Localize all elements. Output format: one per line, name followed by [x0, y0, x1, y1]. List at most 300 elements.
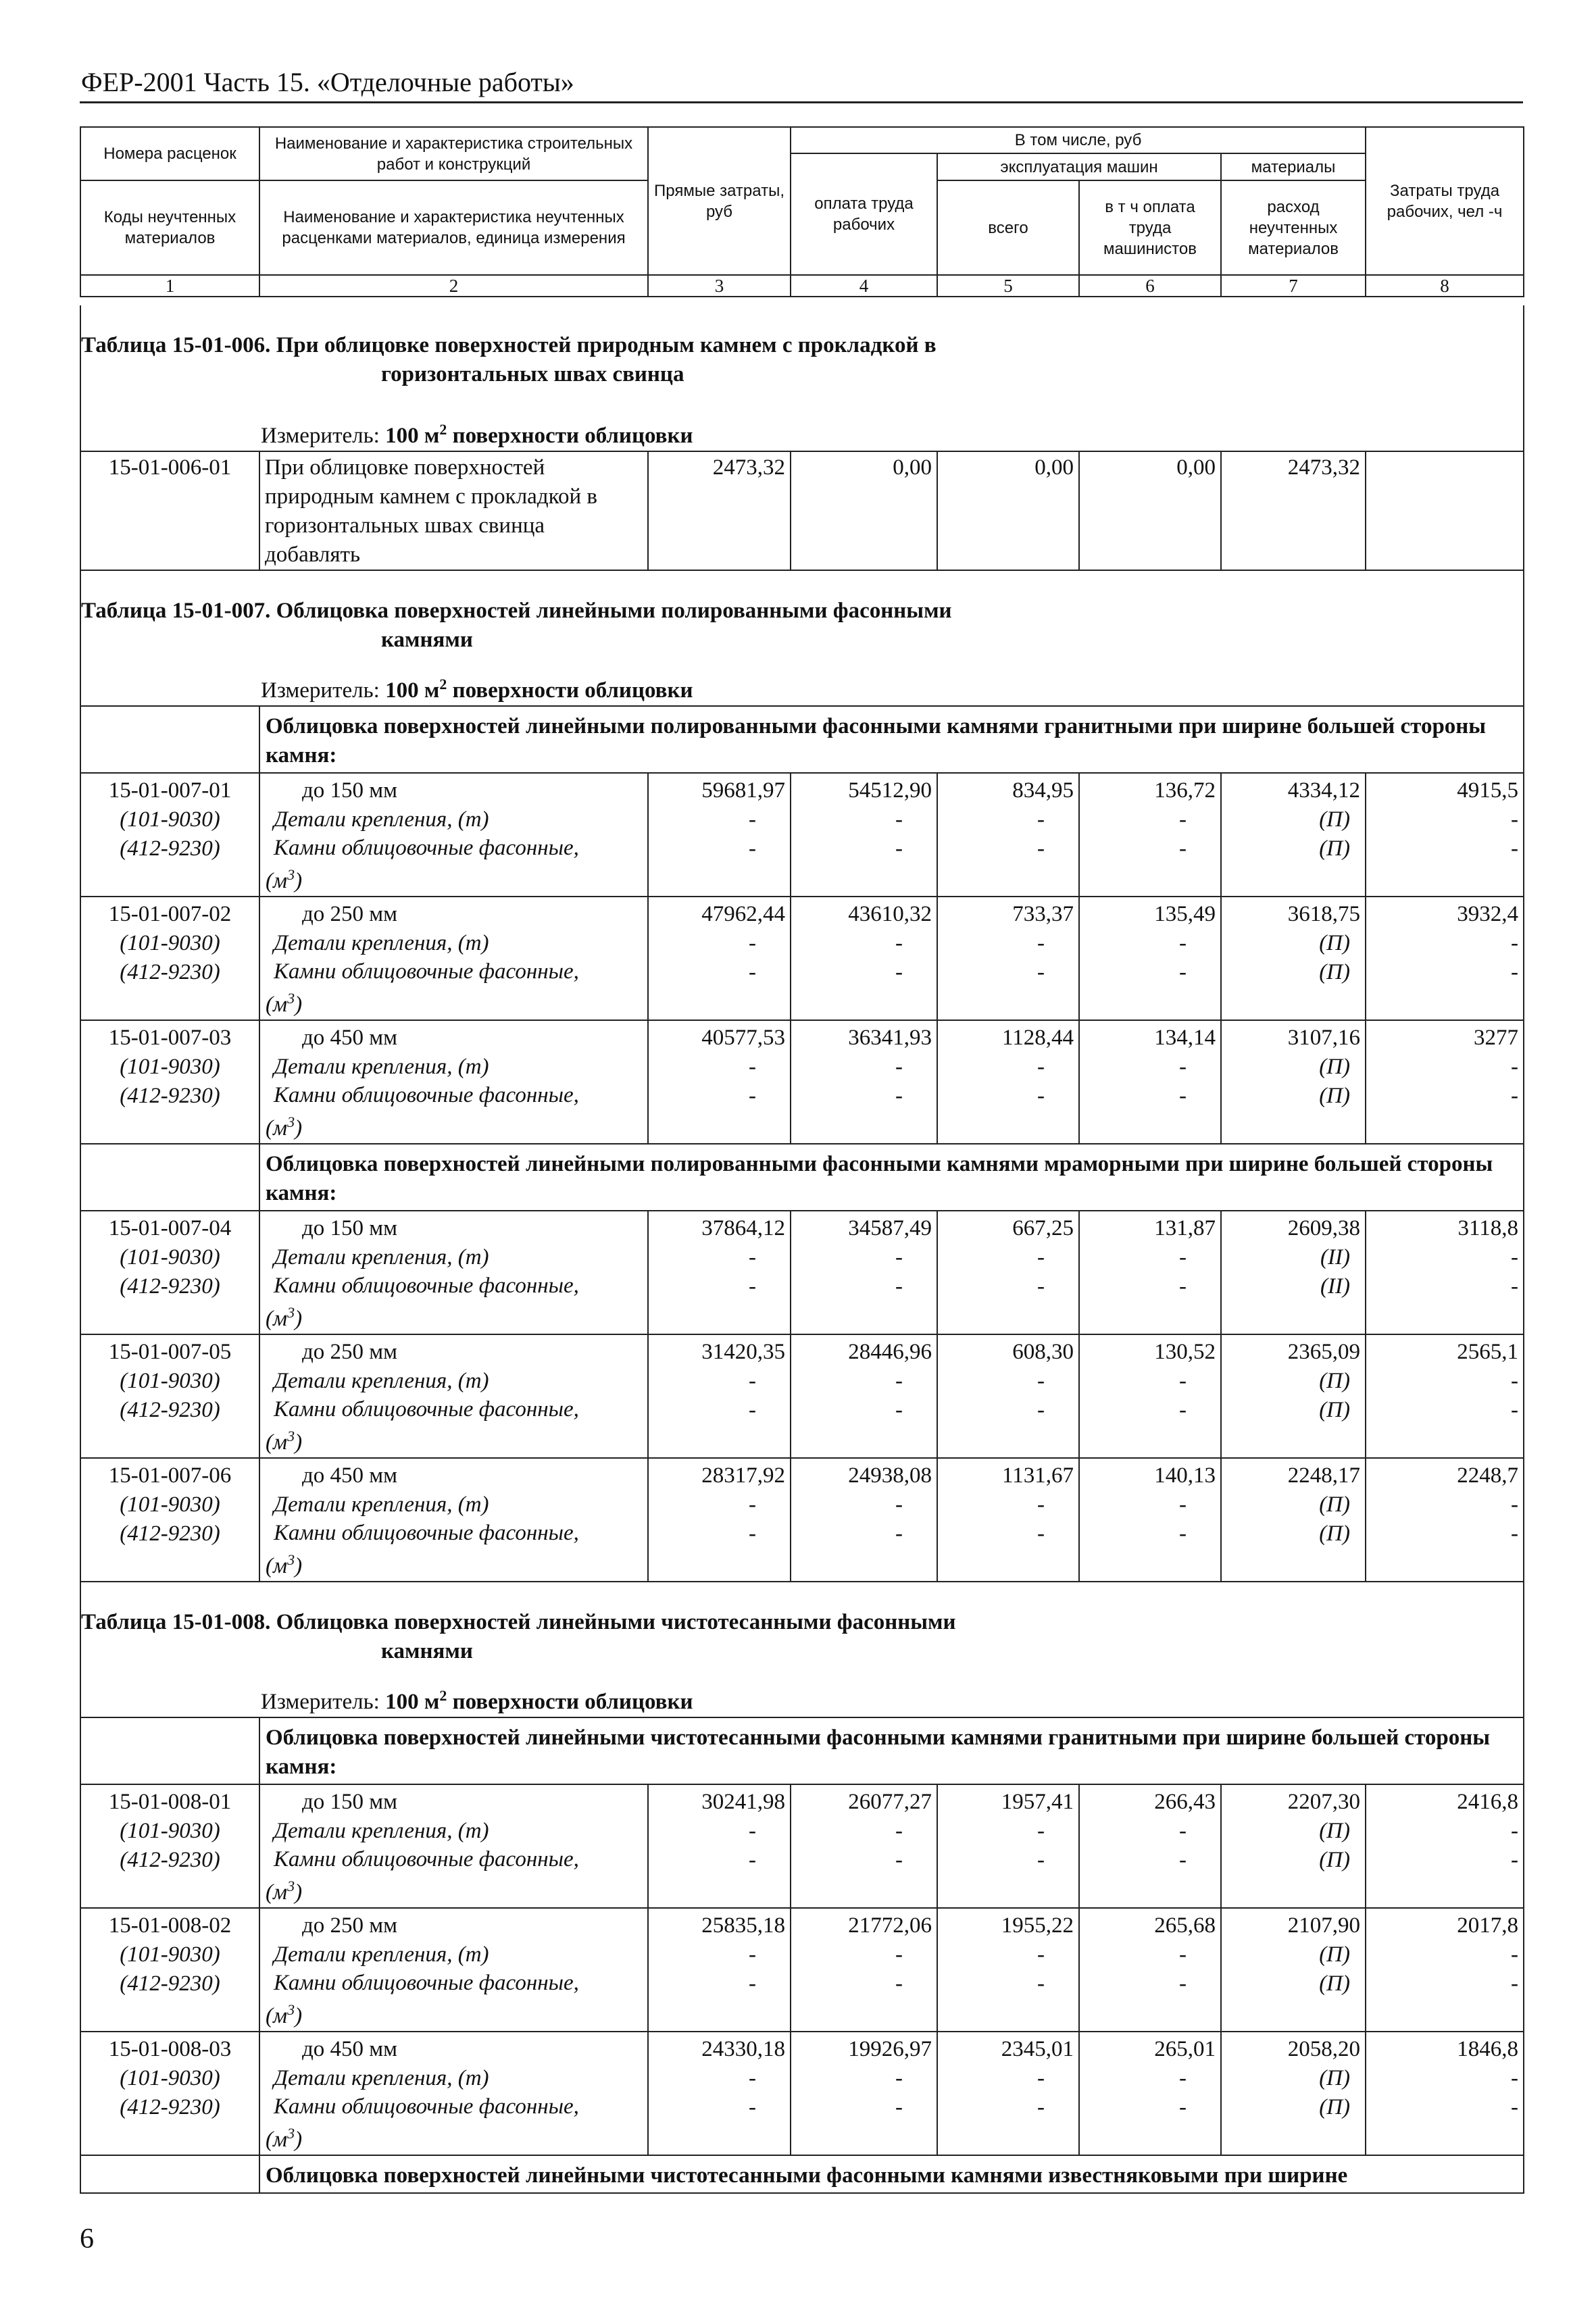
- rate-workers: 2565,1: [1366, 1334, 1524, 1367]
- empty-value: -: [937, 929, 1079, 958]
- rate-drivers: 266,43: [1079, 1784, 1221, 1817]
- rate-direct: 47962,44: [648, 897, 791, 929]
- empty-value: -: [791, 1519, 937, 1582]
- table-title-cont: камнями: [381, 628, 473, 652]
- col-name-header: Наименование и характеристика строительных работ и конструкций: [259, 127, 648, 180]
- empty-value: -: [937, 1969, 1079, 2032]
- material-name-text: Камни облицовочные фасонные,: [274, 1083, 579, 1107]
- empty-value: -: [1079, 2064, 1221, 2093]
- empty-value: -: [1366, 2064, 1524, 2093]
- rate-workers: 1846,8: [1366, 2032, 1524, 2064]
- empty-value: -: [937, 1817, 1079, 1846]
- material-unit: (м: [266, 1116, 288, 1140]
- material-name: Детали крепления, (т): [259, 1243, 648, 1272]
- material-consumption: (П): [1221, 834, 1366, 897]
- rate-direct: 28317,92: [648, 1458, 791, 1490]
- empty-value: -: [791, 1243, 937, 1272]
- material-code: (101-9030): [120, 1369, 220, 1393]
- rate-drivers: 134,14: [1079, 1020, 1221, 1053]
- measure-rest: поверхности облицовки: [452, 678, 693, 703]
- material-name: [259, 1272, 648, 1334]
- material-row: [80, 1940, 1524, 1969]
- rate-materials: 3107,16: [1221, 1020, 1366, 1053]
- material-row: [80, 958, 1524, 1020]
- material-row: [80, 2093, 1524, 2155]
- rate-workers: 4915,5: [1366, 773, 1524, 805]
- rate-drivers: 0,00: [1079, 451, 1221, 570]
- rate-materials: 2365,09: [1221, 1334, 1366, 1367]
- rate-code: 15-01-008-01: [108, 1790, 232, 1814]
- rate-workers: 3932,4: [1366, 897, 1524, 929]
- rate-materials: 2609,38: [1221, 1211, 1366, 1243]
- empty-value: -: [1366, 1969, 1524, 2032]
- rate-labor: 36341,93: [791, 1020, 937, 1053]
- col-total-header: всего: [937, 180, 1079, 275]
- material-name: [259, 2093, 648, 2155]
- table-title: При облицовке поверхностей природным камнем с прокладкой в: [276, 333, 937, 357]
- empty-value: -: [648, 1519, 791, 1582]
- rate-labor: 54512,90: [791, 773, 937, 805]
- table-row: [80, 1784, 1524, 1817]
- rate-code: 15-01-008-03: [108, 2037, 232, 2061]
- rate-code: 15-01-007-02: [108, 902, 232, 926]
- empty-value: -: [648, 2093, 791, 2155]
- material-name: Детали крепления, (т): [259, 805, 648, 834]
- material-code: (412-9230): [80, 1272, 259, 1334]
- material-name-text: Камни облицовочные фасонные,: [274, 1847, 579, 1871]
- measure-rest: поверхности облицовки: [452, 1690, 693, 1714]
- empty-value: -: [648, 1243, 791, 1272]
- material-name-text: Камни облицовочные фасонные,: [274, 1521, 579, 1545]
- material-unit-sup: 3: [287, 2125, 295, 2142]
- rate-machines: 1131,67: [937, 1458, 1079, 1490]
- material-row: [80, 1969, 1524, 2032]
- measure-prefix: Измеритель:: [261, 678, 380, 703]
- material-name: Детали крепления, (т): [259, 1817, 648, 1846]
- empty-value: -: [1366, 1396, 1524, 1458]
- empty-value: -: [791, 929, 937, 958]
- material-code: (412-9230): [80, 1396, 259, 1458]
- empty-value: -: [791, 1082, 937, 1144]
- material-name: [259, 1969, 648, 2032]
- rate-direct: 24330,18: [648, 2032, 791, 2064]
- rate-direct: 40577,53: [648, 1020, 791, 1053]
- rate-name: до 450 мм: [259, 1020, 648, 1053]
- material-code: (412-9230): [80, 1846, 259, 1908]
- rate-labor: 34587,49: [791, 1211, 937, 1243]
- col-drivers-header: в т ч оплата труда машинистов: [1079, 180, 1221, 275]
- empty-value: -: [937, 1082, 1079, 1144]
- material-unit: (м: [266, 1554, 288, 1578]
- empty-value: -: [937, 805, 1079, 834]
- material-consumption: (П): [1221, 1969, 1366, 2032]
- empty-value: -: [648, 1940, 791, 1969]
- table-title: Облицовка поверхностей линейными полированными фасонными: [276, 599, 952, 623]
- material-consumption: (П): [1221, 958, 1366, 1020]
- rate-materials: 2473,32: [1221, 451, 1366, 570]
- material-unit: (м: [266, 992, 288, 1017]
- material-name-text: Камни облицовочные фасонные,: [274, 1971, 579, 1995]
- group-row: [80, 2155, 1524, 2193]
- rate-materials: 3618,75: [1221, 897, 1366, 929]
- rate-code: 15-01-006-01: [80, 451, 259, 570]
- empty-value: -: [1079, 1519, 1221, 1582]
- table-row: [80, 1211, 1524, 1243]
- material-code: (101-9030): [120, 1819, 220, 1843]
- material-unit: (м: [266, 869, 288, 893]
- rate-name: При облицовке поверхностей природным камнем с прокладкой в горизонтальных швах свинца добавлять: [259, 451, 648, 570]
- empty-value: -: [1366, 1272, 1524, 1334]
- empty-value: -: [1366, 1082, 1524, 1144]
- material-name-text: Камни облицовочные фасонные,: [274, 836, 579, 860]
- empty-value: -: [648, 1490, 791, 1519]
- empty-value: -: [1366, 1243, 1524, 1272]
- material-code: (412-9230): [80, 1082, 259, 1144]
- measure-rest: поверхности облицовки: [452, 424, 693, 448]
- column-header-table: [80, 126, 1524, 297]
- material-consumption: (П): [1221, 2064, 1366, 2093]
- empty-value: -: [1366, 1053, 1524, 1082]
- rate-labor: 26077,27: [791, 1784, 937, 1817]
- rate-name: до 450 мм: [259, 1458, 648, 1490]
- rate-workers: 3118,8: [1366, 1211, 1524, 1243]
- rate-workers: 2017,8: [1366, 1908, 1524, 1940]
- empty-value: -: [1079, 1969, 1221, 2032]
- rate-code: 15-01-007-04: [108, 1216, 232, 1240]
- col-num-5: 5: [937, 275, 1079, 297]
- rate-machines: 1128,44: [937, 1020, 1079, 1053]
- col-num-8: 8: [1366, 275, 1524, 297]
- material-unit-end: ): [295, 1554, 303, 1578]
- table-title-cont: камнями: [381, 1639, 473, 1663]
- rate-direct: 30241,98: [648, 1784, 791, 1817]
- empty-value: -: [1079, 929, 1221, 958]
- material-unit-sup: 3: [287, 1304, 295, 1321]
- empty-value: -: [791, 2093, 937, 2155]
- rate-drivers: 140,13: [1079, 1458, 1221, 1490]
- empty-value: -: [1366, 1846, 1524, 1908]
- empty-value: -: [1079, 1082, 1221, 1144]
- rate-materials: 2058,20: [1221, 2032, 1366, 2064]
- material-row: [80, 1243, 1524, 1272]
- rate-drivers: 265,68: [1079, 1908, 1221, 1940]
- material-row: [80, 1817, 1524, 1846]
- table-row: [80, 1020, 1524, 1053]
- table-row: [80, 2032, 1524, 2064]
- rate-code: 15-01-008-02: [108, 1913, 232, 1938]
- empty-value: -: [791, 1367, 937, 1396]
- rate-code: 15-01-007-05: [108, 1340, 232, 1364]
- material-name-text: Камни облицовочные фасонные,: [274, 959, 579, 984]
- material-consumption: (II): [1221, 1243, 1366, 1272]
- material-row: [80, 1053, 1524, 1082]
- table-number: Таблица 15-01-008.: [81, 1610, 271, 1634]
- empty-value: -: [1366, 1490, 1524, 1519]
- material-name: [259, 1519, 648, 1582]
- empty-value: -: [1079, 958, 1221, 1020]
- empty-value: -: [791, 1396, 937, 1458]
- rate-name: до 450 мм: [259, 2032, 648, 2064]
- col-exploit-header: эксплуатация машин: [937, 153, 1221, 180]
- empty-value: -: [1079, 1243, 1221, 1272]
- empty-value: -: [791, 1817, 937, 1846]
- rate-labor: 28446,96: [791, 1334, 937, 1367]
- group-row: [80, 706, 1524, 773]
- material-row: [80, 2064, 1524, 2093]
- material-name-text: Камни облицовочные фасонные,: [274, 1397, 579, 1422]
- table-row: [80, 1334, 1524, 1367]
- material-consumption: (П): [1221, 1053, 1366, 1082]
- empty-value: -: [791, 1846, 937, 1908]
- empty-value: -: [1366, 958, 1524, 1020]
- empty-value: -: [1079, 2093, 1221, 2155]
- col-mat-name-header: Наименование и характеристика неучтенных расценками материалов, единица измерения: [259, 180, 648, 275]
- empty-value: -: [937, 1367, 1079, 1396]
- empty-value: -: [1366, 929, 1524, 958]
- material-unit-sup: 3: [287, 2001, 295, 2018]
- material-consumption: (П): [1221, 1519, 1366, 1582]
- table-title-cont: горизонтальных швах свинца: [381, 362, 684, 386]
- group-title: Облицовка поверхностей линейными полированными фасонными камнями гранитными при ширине большей стороны камня:: [259, 706, 1524, 773]
- empty-value: -: [1079, 1490, 1221, 1519]
- material-unit-end: ): [295, 869, 303, 893]
- empty-value: -: [648, 1082, 791, 1144]
- rate-workers: 2416,8: [1366, 1784, 1524, 1817]
- empty-value: -: [937, 1243, 1079, 1272]
- rate-materials: 2207,30: [1221, 1784, 1366, 1817]
- material-row: [80, 1082, 1524, 1144]
- material-row: [80, 1396, 1524, 1458]
- rate-labor: 24938,08: [791, 1458, 937, 1490]
- col-mat-codes-header: Коды неучтенных материалов: [80, 180, 259, 275]
- empty-value: -: [791, 1940, 937, 1969]
- material-code: (412-9230): [80, 958, 259, 1020]
- rate-drivers: 135,49: [1079, 897, 1221, 929]
- rate-direct: 2473,32: [648, 451, 791, 570]
- rate-labor: 43610,32: [791, 897, 937, 929]
- rate-materials: 2107,90: [1221, 1908, 1366, 1940]
- material-row: [80, 1519, 1524, 1582]
- group-row: [80, 1144, 1524, 1211]
- material-unit-sup: 3: [287, 1428, 295, 1444]
- material-unit-sup: 3: [287, 1878, 295, 1894]
- table-row: [80, 1458, 1524, 1490]
- empty-value: -: [937, 2093, 1079, 2155]
- empty-value: -: [1366, 1940, 1524, 1969]
- material-code: (101-9030): [120, 1245, 220, 1269]
- rate-name: до 150 мм: [259, 1211, 648, 1243]
- rate-machines: 667,25: [937, 1211, 1079, 1243]
- material-code: (101-9030): [120, 1942, 220, 1967]
- rate-machines: 1955,22: [937, 1908, 1079, 1940]
- material-unit-end: ): [295, 1430, 303, 1455]
- material-row: [80, 1367, 1524, 1396]
- material-consumption: (П): [1221, 1396, 1366, 1458]
- rates-table: [80, 305, 1524, 2194]
- rate-direct: 31420,35: [648, 1334, 791, 1367]
- measure-row: [80, 655, 1524, 706]
- table-title: Облицовка поверхностей линейными чистотесанными фасонными: [276, 1610, 956, 1634]
- material-code: (412-9230): [80, 1969, 259, 2032]
- col-num-4: 4: [791, 275, 937, 297]
- material-code: (101-9030): [120, 931, 220, 955]
- material-code: (412-9230): [80, 2093, 259, 2155]
- empty-value: -: [1079, 1940, 1221, 1969]
- material-unit: (м: [266, 2004, 288, 2028]
- empty-value: -: [1366, 2093, 1524, 2155]
- material-name: Детали крепления, (т): [259, 1367, 648, 1396]
- col-num-6: 6: [1079, 275, 1221, 297]
- empty-value: -: [937, 834, 1079, 897]
- material-consumption: (П): [1221, 929, 1366, 958]
- empty-value: -: [937, 2064, 1079, 2093]
- material-unit: (м: [266, 2128, 288, 2152]
- empty-value: -: [937, 1396, 1079, 1458]
- col-num-3: 3: [648, 275, 791, 297]
- col-num-2: 2: [259, 275, 648, 297]
- empty-value: -: [1079, 834, 1221, 897]
- rate-direct: 37864,12: [648, 1211, 791, 1243]
- table-title-row: [80, 305, 1524, 389]
- material-code: (101-9030): [120, 1055, 220, 1079]
- empty-value: -: [937, 1940, 1079, 1969]
- material-unit-end: ): [295, 2004, 303, 2028]
- table-number: Таблица 15-01-006.: [81, 333, 271, 357]
- material-name: [259, 1846, 648, 1908]
- rate-materials: 2248,17: [1221, 1458, 1366, 1490]
- table-title-row: [80, 1582, 1524, 1666]
- empty-value: -: [791, 805, 937, 834]
- empty-value: -: [648, 958, 791, 1020]
- empty-value: -: [791, 1272, 937, 1334]
- empty-value: -: [1079, 1817, 1221, 1846]
- empty-value: -: [791, 1053, 937, 1082]
- empty-value: -: [791, 1969, 937, 2032]
- empty-value: -: [791, 2064, 937, 2093]
- rate-name: до 250 мм: [259, 1908, 648, 1940]
- rate-name: до 150 мм: [259, 773, 648, 805]
- material-unit: (м: [266, 1880, 288, 1905]
- measure-row: [80, 389, 1524, 451]
- rate-workers: 2248,7: [1366, 1458, 1524, 1490]
- page-number: 6: [80, 2223, 94, 2255]
- rate-labor: 19926,97: [791, 2032, 937, 2064]
- col-workers-header: Затраты труда рабочих, чел -ч: [1366, 127, 1524, 275]
- measure-unit-sup: 2: [439, 421, 447, 438]
- material-name: [259, 958, 648, 1020]
- empty-value: -: [648, 1053, 791, 1082]
- material-row: [80, 1846, 1524, 1908]
- material-unit-sup: 3: [287, 1113, 295, 1130]
- empty-value: -: [791, 1490, 937, 1519]
- col-materials-header: материалы: [1221, 153, 1366, 180]
- group-title: Облицовка поверхностей линейными полированными фасонными камнями мраморными при ширине большей стороны камня:: [259, 1144, 1524, 1211]
- table-number: Таблица 15-01-007.: [81, 599, 271, 623]
- col-direct-header: Прямые затраты, руб: [648, 127, 791, 275]
- material-consumption: (П): [1221, 2093, 1366, 2155]
- material-unit-sup: 3: [287, 990, 295, 1007]
- col-consumption-header: расход неучтенных материалов: [1221, 180, 1366, 275]
- measure-unit: 100 м: [385, 424, 440, 448]
- empty-value: -: [791, 958, 937, 1020]
- measure-unit: 100 м: [385, 678, 440, 703]
- empty-value: -: [1079, 1367, 1221, 1396]
- empty-value: -: [937, 958, 1079, 1020]
- rate-drivers: 130,52: [1079, 1334, 1221, 1367]
- rate-materials: 4334,12: [1221, 773, 1366, 805]
- rate-machines: 834,95: [937, 773, 1079, 805]
- empty-value: -: [937, 1053, 1079, 1082]
- rate-code: 15-01-007-01: [108, 778, 232, 803]
- material-unit: (м: [266, 1430, 288, 1455]
- material-name: Детали крепления, (т): [259, 1490, 648, 1519]
- empty-value: -: [1079, 1272, 1221, 1334]
- rate-direct: 59681,97: [648, 773, 791, 805]
- measure-unit: 100 м: [385, 1690, 440, 1714]
- empty-value: -: [648, 929, 791, 958]
- material-code: (412-9230): [80, 1519, 259, 1582]
- material-name: [259, 834, 648, 897]
- group-title: Облицовка поверхностей линейными чистотесанными фасонными камнями известняковыми при ширине: [259, 2155, 1524, 2193]
- rate-drivers: 136,72: [1079, 773, 1221, 805]
- material-consumption: (П): [1221, 1490, 1366, 1519]
- empty-value: -: [1079, 805, 1221, 834]
- empty-value: -: [648, 2064, 791, 2093]
- empty-value: -: [937, 1519, 1079, 1582]
- material-row: [80, 805, 1524, 834]
- material-consumption: (П): [1221, 1817, 1366, 1846]
- rate-code: 15-01-007-06: [108, 1463, 232, 1488]
- running-header: ФЕР-2001 Часть 15. «Отделочные работы»: [81, 67, 574, 97]
- material-name-text: Камни облицовочные фасонные,: [274, 1274, 579, 1298]
- header-rule: [80, 101, 1523, 103]
- empty-value: -: [1079, 1053, 1221, 1082]
- col-labor-header: оплата труда рабочих: [791, 153, 937, 275]
- measure-unit-sup: 2: [439, 676, 447, 693]
- empty-value: -: [1366, 1817, 1524, 1846]
- rate-drivers: 131,87: [1079, 1211, 1221, 1243]
- empty-value: -: [1366, 805, 1524, 834]
- material-consumption: (П): [1221, 1846, 1366, 1908]
- material-row: [80, 1490, 1524, 1519]
- empty-value: -: [937, 1272, 1079, 1334]
- material-consumption: (П): [1221, 1367, 1366, 1396]
- empty-value: -: [937, 1490, 1079, 1519]
- rate-labor: 21772,06: [791, 1908, 937, 1940]
- measure-prefix: Измеритель:: [261, 1690, 380, 1714]
- material-consumption: (П): [1221, 1082, 1366, 1144]
- rate-labor: 0,00: [791, 451, 937, 570]
- rate-workers: [1366, 451, 1524, 570]
- material-name: [259, 1082, 648, 1144]
- empty-value: -: [1366, 834, 1524, 897]
- material-unit-sup: 3: [287, 1551, 295, 1568]
- rate-machines: 733,37: [937, 897, 1079, 929]
- rate-machines: 608,30: [937, 1334, 1079, 1367]
- rate-name: до 250 мм: [259, 897, 648, 929]
- measure-prefix: Измеритель:: [261, 424, 380, 448]
- rate-direct: 25835,18: [648, 1908, 791, 1940]
- empty-value: -: [648, 1272, 791, 1334]
- material-consumption: (П): [1221, 1940, 1366, 1969]
- empty-value: -: [648, 1969, 791, 2032]
- material-row: [80, 834, 1524, 897]
- material-name-text: Камни облицовочные фасонные,: [274, 2094, 579, 2119]
- empty-value: -: [648, 1396, 791, 1458]
- material-consumption: (П): [1221, 805, 1366, 834]
- empty-value: -: [648, 805, 791, 834]
- material-consumption: (II): [1221, 1272, 1366, 1334]
